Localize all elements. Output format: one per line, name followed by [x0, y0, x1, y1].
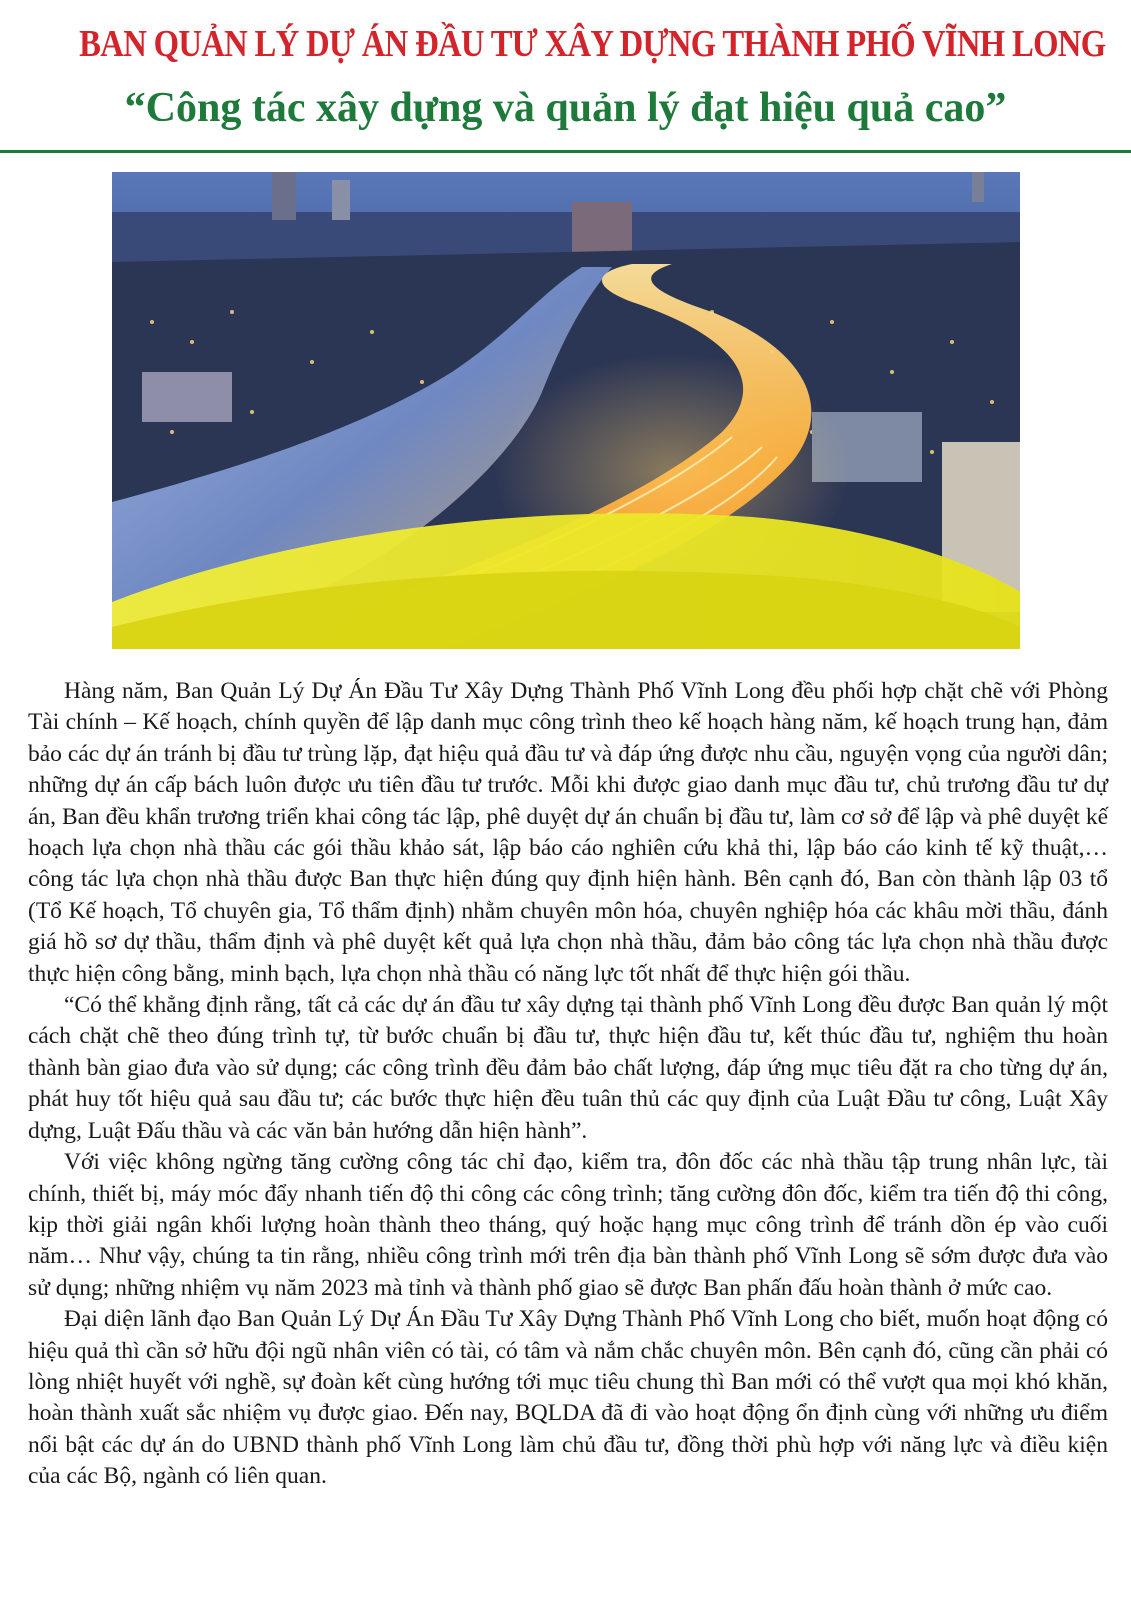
page-header	[0, 0, 1131, 158]
header-divider	[0, 150, 1131, 153]
article-body	[28, 676, 1108, 1493]
paragraph: Hàng năm, Ban Quản Lý Dự Án Đầu Tư Xây Dựng Thành Phố Vĩnh Long đều phối hợp chặt chẽ với Phòng Tài chính – Kế hoạch, chính quyền để lập danh mục công trình theo kế hoạch hàng năm, kế hoạch trung hạn, đảm bảo các dự án tránh bị đầu tư trùng lặp, đạt hiệu quả đầu tư và đáp ứng được nhu cầu, nguyện vọng của người dân; những dự án cấp bách luôn được ưu tiên đầu tư trước. Mỗi khi được giao danh mục đầu tư, chủ trương đầu tư dự án, Ban đều khẩn trương triển khai công tác lập, phê duyệt dự án chuẩn bị đầu tư, làm cơ sở để lập và phê duyệt kế hoạch lựa chọn nhà thầu các gói thầu khảo sát, lập báo cáo nghiên cứu khả thi, lập báo cáo kinh tế kỹ thuật,… công tác lựa chọn nhà thầu được Ban thực hiện đúng quy định hiện hành. Bên cạnh đó, Ban còn thành lập 03 tổ (Tổ Kế hoạch, Tổ chuyên gia, Tổ thẩm định) nhằm chuyên môn hóa, chuyên nghiệp hóa các khâu mời thầu, đánh giá hồ sơ dự thầu, thẩm định và phê duyệt kết quả lựa chọn nhà thầu, đảm bảo công tác lựa chọn nhà thầu được thực hiện công bằng, minh bạch, lựa chọn nhà thầu có năng lực tốt nhất để thực hiện gói thầu.	[28, 678, 1108, 987]
city-night-river-photo	[112, 172, 1020, 649]
paragraph: Đại diện lãnh đạo Ban Quản Lý Dự Án Đầu Tư Xây Dựng Thành Phố Vĩnh Long cho biết, muốn hoạt động có hiệu quả thì cần sở hữu đội ngũ nhân viên có tài, có tâm và nắm chắc chuyên môn. Bên cạnh đó, cũng cần phải có lòng nhiệt huyết với nghề, sự đoàn kết cùng hướng tới mục tiêu chung thì Ban mới có thể vượt qua mọi khó khăn, hoàn thành xuất sắc nhiệm vụ được giao. Đến nay, BQLDA đã đi vào hoạt động ổn định cùng với những ưu điểm nổi bật các dự án do UBND thành phố Vĩnh Long làm chủ đầu tư, đồng thời phù hợp với năng lực và điều kiện của các Bộ, ngành có liên quan.	[28, 1306, 1108, 1490]
article-headline: “Công tác xây dựng và quản lý đạt hiệu quả cao”	[124, 85, 1007, 131]
paragraph: Với việc không ngừng tăng cường công tác chỉ đạo, kiểm tra, đôn đốc các nhà thầu tập trung nhân lực, tài chính, thiết bị, máy móc đẩy nhanh tiến độ thi công các công trình; tăng cường đôn đốc, kiểm tra tiến độ thi công, kịp thời giải ngân khối lượng hoàn thành theo tháng, quý hoặc hạng mục công trình để tránh dồn ép vào cuối năm… Như vậy, chúng ta tin rằng, nhiều công trình mới trên địa bàn thành phố Vĩnh Long sẽ sớm được đưa vào sử dụng; những nhiệm vụ năm 2023 mà tỉnh và thành phố giao sẽ được Ban phấn đấu hoàn thành ở mức cao.	[28, 1149, 1108, 1301]
organization-title: BAN QUẢN LÝ DỰ ÁN ĐẦU TƯ XÂY DỰNG THÀNH PHỐ VĨNH LONG	[79, 23, 1106, 65]
paragraph: “Có thể khẳng định rằng, tất cả các dự án đầu tư xây dựng tại thành phố Vĩnh Long đều được Ban quản lý một cách chặt chẽ theo đúng trình tự, từ bước chuẩn bị đầu tư, thực hiện đầu tư, kết thúc đầu tư, nghiệm thu hoàn thành bàn giao đưa vào sử dụng; các công trình đều đảm bảo chất lượng, đáp ứng mục tiêu đặt ra cho từng dự án, phát huy tốt hiệu quả sau đầu tư; các bước thực hiện đều tuân thủ các quy định của Luật Đầu tư công, Luật Xây dựng, Luật Đấu thầu và các văn bản hướng dẫn hiện hành”.	[28, 992, 1108, 1144]
